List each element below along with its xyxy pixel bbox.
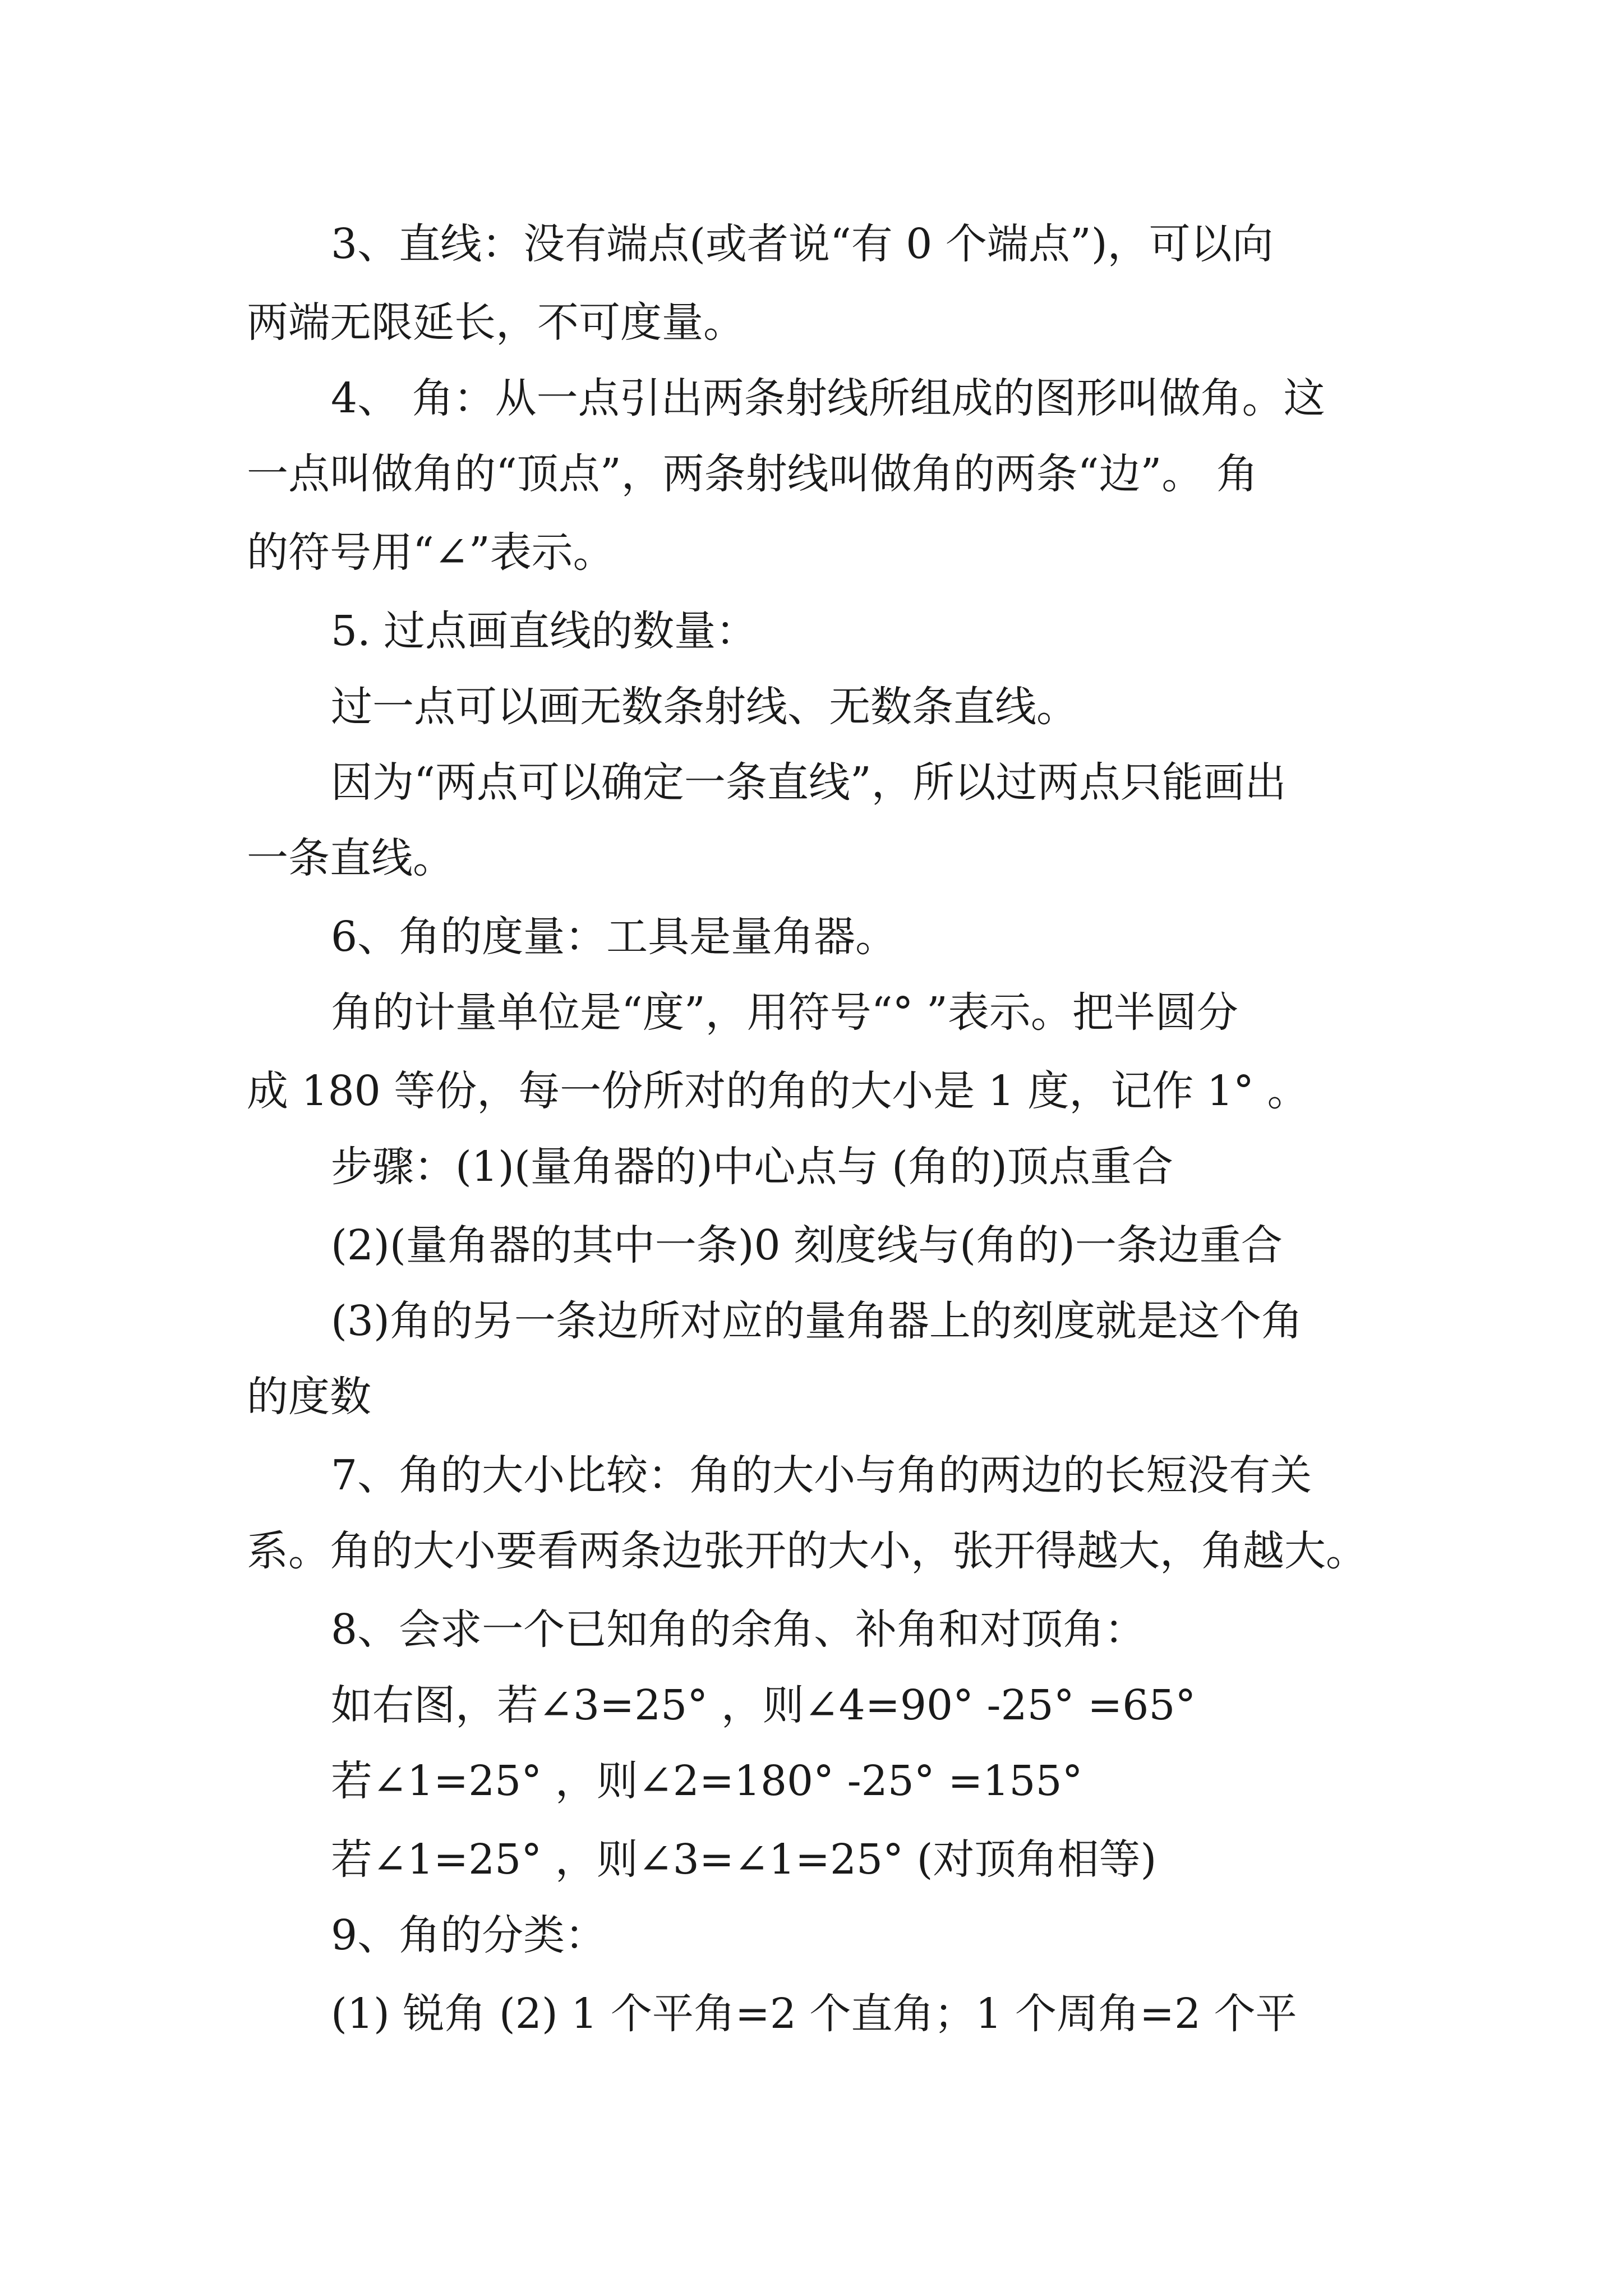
text-line: 5. 过点画直线的数量： [331,607,758,655]
text-line: 步骤：(1)(量角器的)中心点与 (角的)顶点重合 [331,1143,1173,1191]
text-line: 的度数 [247,1373,371,1421]
text-line: 两端无限延长，不可度量。 [247,298,745,347]
text-line: 因为“两点可以确定一条直线”，所以过两点只能画出 [331,758,1287,807]
text-line: 一条直线。 [247,834,454,882]
text-line: 如右图，若∠3=25° ，则∠4=90° -25° =65° [331,1681,1196,1729]
text-line: 6、角的度量：工具是量角器。 [331,913,897,961]
text-line: (2)(量角器的其中一条)0 刻度线与(角的)一条边重合 [331,1221,1283,1269]
text-line: 成 180 等份，每一份所对的角的大小是 1 度，记作 1° 。 [247,1067,1309,1115]
text-line: 系。角的大小要看两条边张开的大小，张开得越大，角越大。 [247,1527,1367,1575]
text-line: 角的计量单位是“度”，用符号“° ”表示。把半圆分 [331,988,1238,1037]
text-line: 9、角的分类： [331,1911,607,1959]
text-line: 7、角的大小比较：角的大小与角的两边的长短没有关 [331,1451,1312,1499]
text-line: 4、 角：从一点引出两条射线所组成的图形叫做角。这 [331,374,1325,422]
text-line: 过一点可以画无数条射线、无数条直线。 [331,683,1078,731]
text-line: 3、直线：没有端点(或者说“有 0 个端点”)，可以向 [331,220,1274,268]
text-line: 8、会求一个已知角的余角、补角和对顶角： [331,1605,1146,1654]
text-line: 若∠1=25° ，则∠2=180° -25° =155° [331,1757,1083,1805]
text-line: 若∠1=25° ，则∠3=∠1=25° (对顶角相等) [331,1835,1157,1884]
text-line: (3)角的另一条边所对应的量角器上的刻度就是这个角 [331,1297,1303,1345]
text-line: 的符号用“∠”表示。 [247,528,615,577]
text-line: (1) 锐角 (2) 1 个平角=2 个直角；1 个周角=2 个平 [331,1990,1297,2038]
text-line: 一点叫做角的“顶点”，两条射线叫做角的两条“边”。 角 [247,450,1258,498]
